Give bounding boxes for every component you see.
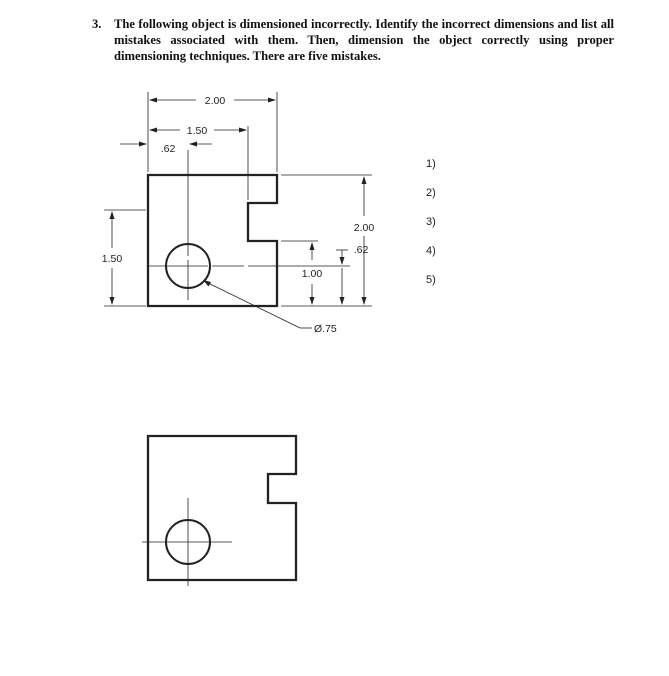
arrowhead [310, 242, 315, 250]
dim-right-height-label: 2.00 [353, 222, 375, 234]
dim-slot-offset-label: .62 [353, 244, 369, 256]
arrowhead [340, 297, 345, 305]
arrowhead [139, 142, 147, 147]
arrowhead [362, 297, 367, 305]
dim-left-height-label: 1.50 [101, 253, 123, 265]
dim-hole-diameter-label: Ø.75 [314, 323, 337, 335]
dim-top-inner-label: 1.50 [186, 125, 208, 137]
part-outline-top [148, 175, 277, 306]
hole-leader [204, 281, 300, 328]
arrowhead [362, 176, 367, 184]
arrowhead [149, 128, 157, 133]
question-number: 3. [92, 17, 102, 31]
arrowhead [110, 297, 115, 305]
question-text: The following object is dimensioned incorrectly. Identify the incorrect dimensions and list all mistakes associated with them. Then, dimension the object correctly using proper dimensioning techniques. There are five mistakes. [114, 17, 614, 63]
answer-number: 3) [426, 216, 436, 228]
answer-number: 5) [426, 274, 436, 286]
answer-number: 4) [426, 245, 436, 257]
dim-slot-height-label: 1.00 [301, 268, 323, 280]
arrowhead [189, 142, 197, 147]
arrowhead [203, 280, 211, 287]
arrowhead [110, 211, 115, 219]
answer-list [426, 158, 436, 303]
arrowhead [310, 297, 315, 305]
dim-left-offset-label: .62 [160, 143, 176, 155]
dim-top-outer-label: 2.00 [204, 95, 226, 107]
arrowhead [149, 98, 157, 103]
arrowhead [268, 98, 276, 103]
answer-number: 1) [426, 158, 436, 170]
arrowhead [239, 128, 247, 133]
part-outline-bottom [148, 436, 296, 580]
answer-number: 2) [426, 187, 436, 199]
arrowhead [340, 257, 345, 265]
